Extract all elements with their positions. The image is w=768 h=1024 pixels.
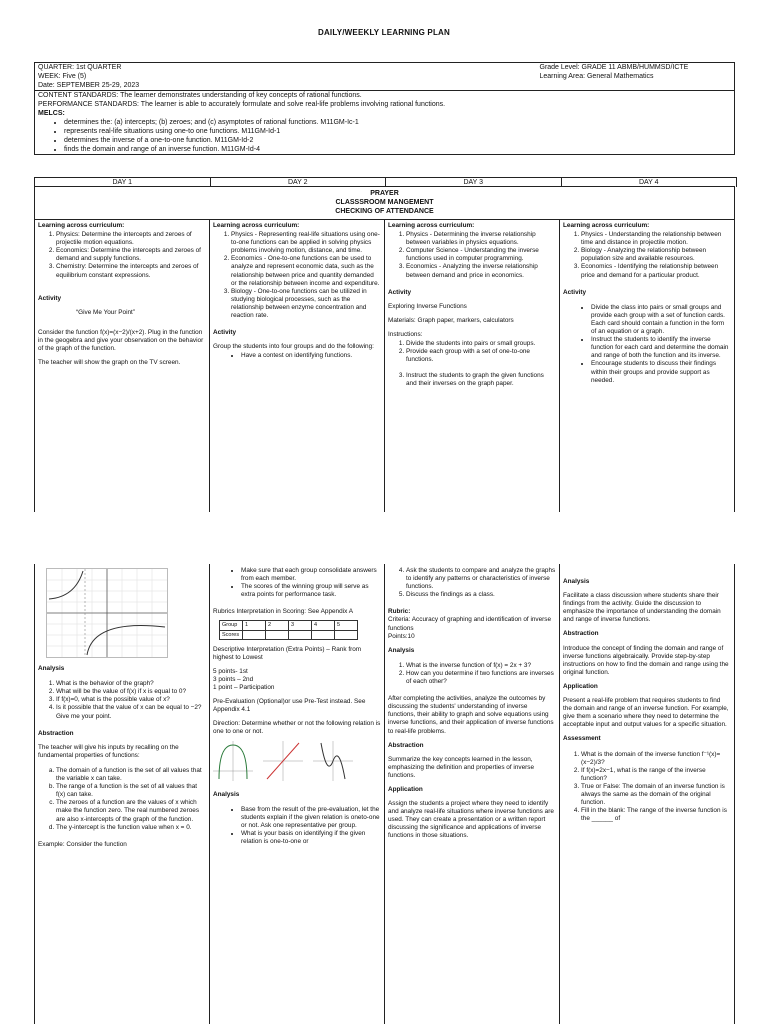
- lac-title: Learning across curriculum:: [388, 222, 475, 229]
- activity-bullets: [563, 304, 731, 385]
- analysis-item: 2. How can you determine if two functions are inverses of each other?: [406, 670, 556, 686]
- analysis-text: Facilitate a class discussion where students share their findings from the activity. Guide the discussion to emphasize the importance of understanding the domain and range of inverse functions.: [563, 592, 721, 624]
- lac-title: Learning across curriculum:: [563, 222, 650, 229]
- lac-item: 3. Biology - One-to-one functions can be utilized in studying biological processes, such as the relationship between enzyme concentration and reaction rate.: [231, 288, 381, 320]
- activity-name: “Give Me Your Point”: [76, 308, 135, 316]
- analysis-list: [38, 680, 206, 720]
- activity-label: Activity: [38, 294, 62, 302]
- lac-item: 2. Computer Science - Understanding the inverse functions used in computer programming.: [406, 247, 556, 263]
- abstraction-text: Summarize the key concepts learned in the lesson, emphasizing the definition and properties of inverse functions.: [388, 755, 535, 779]
- analysis-item: 4. Is it possible that the value of x can be equal to −2? Give me your point.: [56, 704, 206, 720]
- header-table: [34, 62, 735, 155]
- abstraction-list: [38, 767, 206, 832]
- header-left: [35, 63, 420, 91]
- instruction-item: 2. Provide each group with a set of one-to-one functions.: [406, 348, 556, 364]
- lac-item: 2. Economics: Determine the intercepts and zeroes of demand and supply functions.: [56, 247, 206, 263]
- after-text: After completing the activities, analyze the outcomes by discussing the students' understanding of inverse functions, their ability to graph and solve equations using inverse functions, and their application of inverse functions to real-life problems.: [388, 695, 554, 735]
- melc-item: • represents real-life situations using one-to one functions. M11GM-Id-1: [64, 127, 731, 136]
- activity-bullets: [213, 567, 381, 599]
- day-2-column-continued: [209, 564, 384, 1024]
- page-2: [0, 564, 768, 1024]
- analysis-bullet: • Base from the result of the pre-evaluation, let the students explain if the given relation is oneto-one or not. Ask one representative per group.: [241, 806, 381, 830]
- analysis-label: Analysis: [38, 665, 65, 673]
- analysis-label: Analysis: [388, 646, 415, 654]
- score-col: 4: [312, 621, 335, 630]
- analysis-item: 2. What will be the value of f(x) if x is equal to 0?: [56, 688, 206, 696]
- analysis-item: 3. If f(x)=0, what is the possible value of x?: [56, 696, 206, 704]
- points-1: 5 points- 1st: [213, 667, 248, 675]
- quarter: QUARTER: 1st QUARTER: [38, 64, 122, 71]
- activity-label: Activity: [563, 288, 587, 296]
- relation-graph-1: [213, 741, 253, 781]
- analysis-item: 1. What is the behavior of the graph?: [56, 680, 206, 688]
- melc-item: • finds the domain and range of an inverse function. M11GM-Id-4: [64, 145, 731, 154]
- activity-label: Activity: [213, 329, 237, 337]
- points-3: 1 point – Participation: [213, 684, 275, 692]
- melc-item: • determines the: (a) intercepts; (b) zeroes; and (c) asymptotes of rational functions. M11GM-Ic-1: [64, 118, 731, 127]
- day-1-header: DAY 1: [35, 178, 211, 187]
- lac-item: 3. Economics - Analyzing the inverse relationship between demand and price in economics.: [406, 263, 556, 279]
- abstraction-label: Abstraction: [563, 630, 599, 638]
- rubric-label: Rubric:: [388, 608, 411, 616]
- melc-item: • determines the inverse of a one-to-one function. M11GM-Id-2: [64, 136, 731, 145]
- header-right: [420, 63, 735, 91]
- activity-bullets: [213, 352, 381, 360]
- descriptive-text: Descriptive Interpretation (Extra Points) – Rank from highest to Lowest: [213, 645, 362, 661]
- lac-item: 3. Chemistry: Determine the intercepts and zeroes of equilibrium constant expressions.: [56, 263, 206, 279]
- lac-item: 3. Economics - Identifying the relationship between price and demand for a particular product.: [581, 263, 731, 279]
- assessment-item: 2. If f(x)=2x−1, what is the range of the inverse function?: [581, 767, 731, 783]
- instruction-item: 4. Ask the students to compare and analyze the graphs to identify any patterns or characteristics of inverse functions.: [406, 567, 556, 591]
- lac-item: 1. Physics - Understanding the relationship between time and distance in projectile motion.: [581, 231, 731, 247]
- instruction-item: 3. Instruct the students to graph the given functions and their inverses on the graph paper.: [406, 372, 556, 388]
- score-header: Group: [220, 621, 243, 630]
- assessment-item: 4. Fill in the blank: The range of the inverse function is the ______ of: [581, 807, 731, 823]
- assessment-item: 3. True or False: The domain of an inverse function is always the same as the domain of the original function.: [581, 783, 731, 807]
- points-2: 3 points – 2nd: [213, 675, 254, 683]
- score-table: [219, 620, 358, 639]
- performance-standards: PERFORMANCE STANDARDS: The learner is able to accurately formulate and solve real-life problems involving rational functions.: [38, 101, 446, 108]
- day-2-column: [209, 220, 384, 512]
- instruction-item: 1. Divide the students into pairs or small groups.: [406, 340, 556, 348]
- instruction-item: 5. Discuss the findings as a class.: [406, 591, 556, 599]
- exploring-title: Exploring Inverse Functions: [388, 302, 467, 310]
- page-gap: [0, 512, 768, 564]
- lac-item: 1. Physics - Determining the inverse relationship between variables in physics equations.: [406, 231, 556, 247]
- activity-bullet: • The scores of the winning group will serve as extra points for performance task.: [241, 583, 381, 599]
- analysis-label: Analysis: [563, 578, 590, 585]
- activity-text: Group the students into four groups and do the following:: [213, 343, 374, 351]
- materials: Materials: Graph paper, markers, calculators: [388, 316, 514, 324]
- date: Date: SEPTEMBER 25-29, 2023: [38, 82, 140, 89]
- activity-bullet: • Make sure that each group consolidate answers from each member.: [241, 567, 381, 583]
- abstraction-label: Abstraction: [38, 729, 74, 737]
- day-3-column: [384, 220, 559, 512]
- analysis-bullets: [213, 806, 381, 846]
- relation-graph-3: [313, 741, 353, 781]
- analysis-item: 1. What is the inverse function of f(x) = 2x + 3?: [406, 662, 556, 670]
- rubrics-text: Rubrics Interpretation in Scoring: See Appendix A: [213, 608, 353, 616]
- analysis-label: Analysis: [213, 790, 240, 798]
- lac-title: Learning across curriculum:: [213, 222, 300, 229]
- instructions-list: [388, 340, 556, 388]
- day-4-column: [559, 220, 735, 512]
- content-standards: CONTENT STANDARDS: The learner demonstrates understanding of key concepts of rational functions.: [38, 92, 362, 99]
- activity-bullet: • Instruct the students to identify the inverse function for each card and determine the domain and range of both the function and its inverse.: [591, 336, 731, 360]
- analysis-list: [388, 662, 556, 686]
- teacher-graph-text: The teacher will show the graph on the TV screen.: [38, 359, 181, 367]
- score-col: 3: [289, 621, 312, 630]
- abstraction-intro: The teacher will give his inputs by recalling on the fundamental properties of functions:: [38, 743, 179, 759]
- abstraction-item: b. The range of a function is the set of all values that f(x) can take.: [56, 783, 206, 799]
- day-4-column-continued: [559, 564, 735, 1024]
- application-label: Application: [388, 785, 423, 793]
- relation-graph-2: [263, 741, 303, 781]
- abstraction-label: Abstraction: [388, 741, 424, 749]
- opening-routine: [34, 186, 735, 220]
- relation-graphs: [213, 741, 381, 781]
- melcs-label: MELCS:: [38, 110, 65, 117]
- rational-function-graph: [46, 568, 168, 658]
- assessment-label: Assessment: [563, 735, 601, 743]
- grade-level: Grade Level: GRADE 11 ABMB/HUMMSD/ICTE: [539, 64, 689, 71]
- document-title: DAILY/WEEKLY LEARNING PLAN: [317, 28, 451, 37]
- lac-list: [563, 231, 731, 280]
- application-text: Assign the students a project where they need to identify and analyze real-life situations where inverse functions are used. They can create a presentation or a written report discussing the significance and applications of inverse functions in those situations.: [388, 800, 554, 840]
- lac-item: 1. Physics - Representing real-life situations using one-to-one functions can be applied in solving physics problems involving motion, distance, and time.: [231, 231, 381, 255]
- lac-item: 2. Economics - One-to-one functions can be used to analyze and represent economic data, such as the relationship between price and quantity demanded or the relationship between income and expenditure.: [231, 255, 381, 287]
- pre-eval-text: Pre-Evaluation (Optional)or use Pre-Test instead. See Appendix 4.1: [213, 698, 366, 714]
- activity-bullet: • Divide the class into pairs or small groups and provide each group with a set of function cards. Each card should contain a function in the form of an equation or a graph.: [591, 304, 731, 336]
- prayer: PRAYER: [370, 190, 399, 197]
- points-text: Points:10: [388, 632, 415, 640]
- score-col: 2: [266, 621, 289, 630]
- learning-area: Learning Area: General Mathematics: [539, 73, 654, 80]
- lac-list: [388, 231, 556, 280]
- day-4-header: DAY 4: [638, 179, 659, 186]
- instructions-label: Instructions:: [388, 330, 423, 338]
- criteria-text: Criteria: Accuracy of graphing and identification of inverse functions: [388, 616, 552, 632]
- classroom-management: CLASSSROOM MANGEMENT: [335, 199, 434, 206]
- score-col: 5: [335, 621, 358, 630]
- example-text: Example: Consider the function: [38, 840, 127, 848]
- score-row-label: Scores: [220, 630, 243, 639]
- direction-text: Direction: Determine whether or not the following relation is one to one or not.: [213, 720, 381, 736]
- day-1-column: [34, 220, 209, 512]
- lac-list: [38, 231, 206, 280]
- assessment-list: [563, 751, 731, 824]
- activity-bullet: • Encourage students to discuss their findings within their groups and provide support as needed.: [591, 360, 731, 384]
- score-col: 1: [243, 621, 266, 630]
- analysis-bullet: • What is your basis on identifying if the given relation is one-to-one or: [241, 830, 381, 846]
- day-3-column-continued: [384, 564, 559, 1024]
- abstraction-item: a. The domain of a function is the set of all values that the variable x can take.: [56, 767, 206, 783]
- abstraction-item: d. The y-intercept is the function value when x = 0.: [56, 824, 206, 832]
- activity-bullet: • Have a contest on identifying functions.: [241, 352, 381, 360]
- melcs-list: [38, 118, 731, 154]
- attendance: CHECKING OF ATTENDANCE: [335, 208, 434, 215]
- lac-item: 2. Biology - Analyzing the relationship between population size and available resources.: [581, 247, 731, 263]
- assessment-item: 1. What is the domain of the inverse function f⁻¹(x)=(x−2)/3?: [581, 751, 731, 767]
- lac-item: 1. Physics: Determine the intercepts and zeroes of projectile motion equations.: [56, 231, 206, 247]
- lac-list: [213, 231, 381, 320]
- application-label: Application: [563, 682, 598, 690]
- abstraction-text: Introduce the concept of finding the domain and range of inverse functions algebraically. Provide step-by-step instructions on how to find the domain and range using the original function.: [563, 644, 729, 676]
- consider-text: Consider the function f(x)=(x−2)/(x+2). Plug in the function in the geogebra and give your observation on the behavior of the graph of the function.: [38, 328, 204, 353]
- week: WEEK: Five (5): [38, 73, 87, 80]
- day-3-header: DAY 3: [386, 178, 562, 187]
- abstraction-item: c. The zeroes of a function are the values of x which make the function zero. The real numbered zeroes are also x-intercepts of the graph of the function.: [56, 799, 206, 823]
- application-text: Present a real-life problem that requires students to find the domain and range of an inverse function. For example, give them a scenario where they need to determine the acceptable input and output values for a specific situation.: [563, 697, 729, 729]
- day-2-header: DAY 2: [211, 178, 387, 187]
- activity-label: Activity: [388, 288, 412, 296]
- lac-title: Learning across curriculum:: [38, 222, 125, 229]
- instructions-list-continued: [388, 567, 556, 599]
- standards-cell: [35, 91, 735, 155]
- day-1-column-continued: [34, 564, 209, 1024]
